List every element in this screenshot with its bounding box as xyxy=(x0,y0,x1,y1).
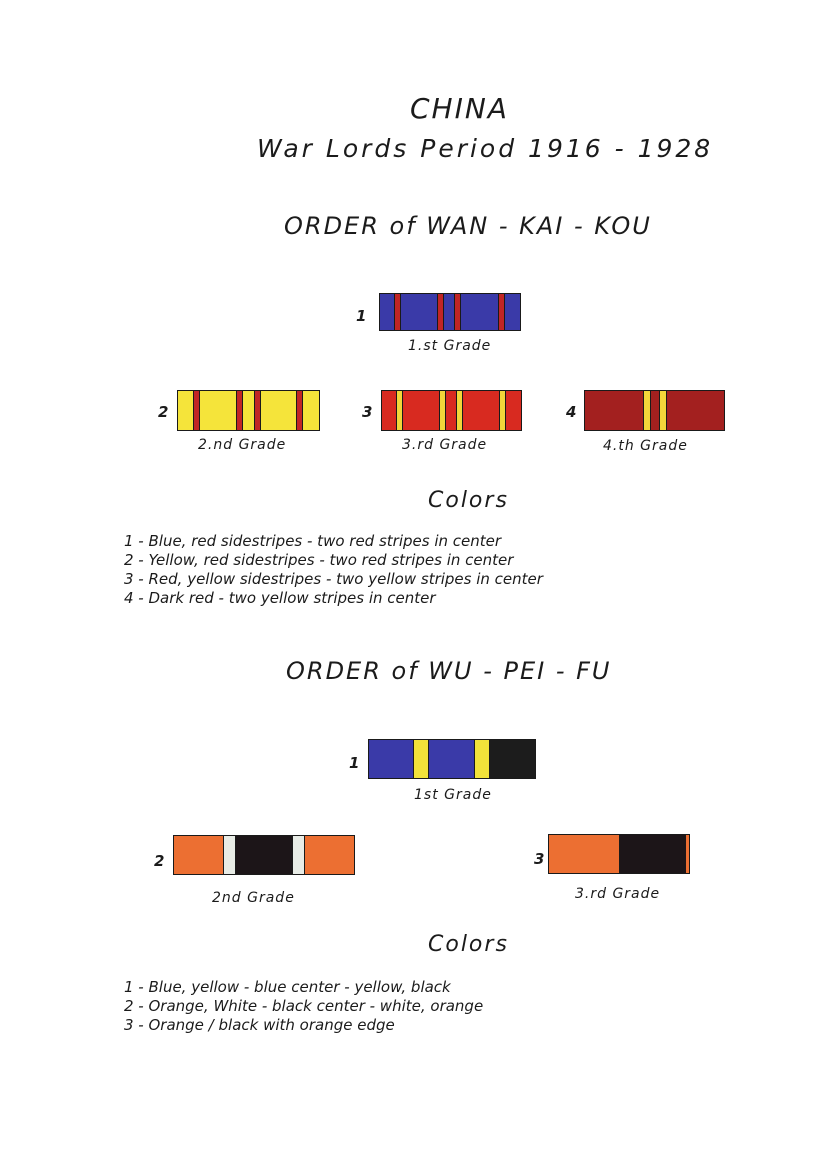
country-title: CHINA xyxy=(410,92,509,125)
ribbon-wpf-3rd-grade xyxy=(548,834,690,874)
ribbon-stripe xyxy=(437,294,444,330)
color-description-line: 2 - Orange, White - black center - white, orange xyxy=(124,997,484,1015)
ribbon-stripe xyxy=(193,391,200,430)
ribbon-stripe xyxy=(236,391,243,430)
ribbon-stripe xyxy=(236,836,292,874)
ribbon-stripe xyxy=(296,391,303,430)
ribbon-stripe xyxy=(439,391,446,430)
color-description-line: 1 - Blue, red sidestripes - two red stripes in center xyxy=(124,532,502,550)
color-description-line: 2 - Yellow, red sidestripes - two red stripes in center xyxy=(124,551,514,569)
grade-label: 3.rd Grade xyxy=(575,886,661,902)
ribbon-number: 3 xyxy=(362,403,373,421)
ribbon-number: 4 xyxy=(566,403,577,421)
ribbon-stripe xyxy=(396,391,403,430)
ribbon-stripe xyxy=(490,740,535,778)
grade-label: 1.st Grade xyxy=(408,338,492,354)
grade-label: 1st Grade xyxy=(414,787,492,803)
ribbon-stripe xyxy=(223,836,236,874)
ribbon-number: 2 xyxy=(158,403,169,421)
ribbon-4th-grade xyxy=(584,390,725,431)
ribbon-1st-grade xyxy=(379,293,521,331)
period-subtitle: War Lords Period 1916 - 1928 xyxy=(257,134,714,163)
ribbon-number: 1 xyxy=(356,307,367,325)
colors-heading: Colors xyxy=(428,932,509,957)
grade-label: 2.nd Grade xyxy=(198,437,287,453)
ribbon-stripe xyxy=(619,835,686,873)
ribbon-3rd-grade xyxy=(381,390,522,431)
ribbon-stripe xyxy=(474,740,490,778)
ribbon-stripe xyxy=(254,391,261,430)
order-wu-pei-fu-title: ORDER of WU - PEI - FU xyxy=(286,657,612,685)
ribbon-2nd-grade xyxy=(177,390,320,431)
ribbon-number: 1 xyxy=(349,754,360,772)
color-description-line: 4 - Dark red - two yellow stripes in center xyxy=(124,589,436,607)
order-wan-kai-kou-title: ORDER of WAN - KAI - KOU xyxy=(284,212,652,240)
ribbon-number: 2 xyxy=(154,852,165,870)
ribbon-stripe xyxy=(394,294,401,330)
ribbon-number: 3 xyxy=(534,850,545,868)
ribbon-stripe xyxy=(643,391,651,430)
grade-label: 4.th Grade xyxy=(603,438,688,454)
ribbon-wpf-2nd-grade xyxy=(173,835,355,875)
grade-label: 3.rd Grade xyxy=(402,437,488,453)
ribbon-stripe xyxy=(292,836,305,874)
ribbon-stripe xyxy=(413,740,429,778)
colors-heading: Colors xyxy=(428,488,509,513)
ribbon-wpf-1st-grade xyxy=(368,739,536,779)
ribbon-stripe xyxy=(499,391,506,430)
ribbon-stripe xyxy=(498,294,505,330)
ribbon-stripe xyxy=(456,391,463,430)
color-description-line: 3 - Red, yellow sidestripes - two yellow stripes in center xyxy=(124,570,543,588)
ribbon-stripe xyxy=(659,391,667,430)
grade-label: 2nd Grade xyxy=(212,890,295,906)
color-description-line: 1 - Blue, yellow - blue center - yellow, black xyxy=(124,978,451,996)
color-description-line: 3 - Orange / black with orange edge xyxy=(124,1016,395,1034)
ribbon-stripe xyxy=(454,294,461,330)
